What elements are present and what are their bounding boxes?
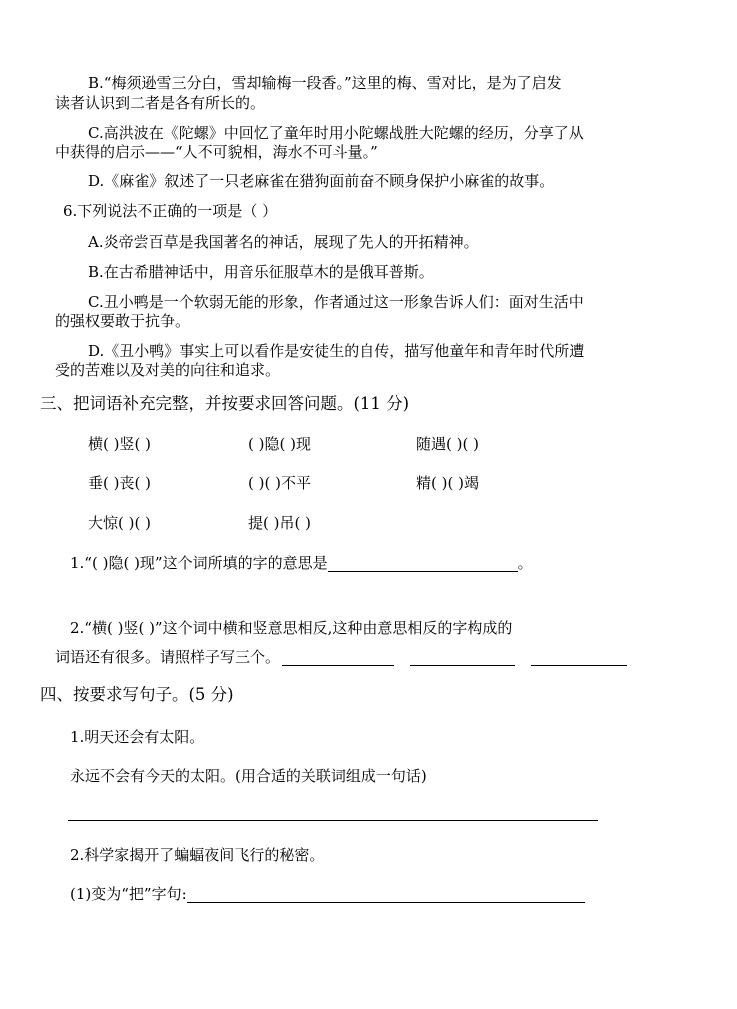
section3-q1-end: 。 — [517, 554, 533, 572]
q6-option-c-line1: C.丑小鸭是一个软弱无能的形象，作者通过这一形象告诉人们：面对生活中 — [88, 293, 584, 311]
q6-option-c-line2: 的强权要敢于抗争。 — [55, 312, 191, 330]
answer-line[interactable] — [68, 820, 598, 821]
fill-blank-3: 随遇( )( ) — [416, 435, 479, 453]
q6-option-d-line2: 受的苦难以及对美的向往和追求。 — [55, 361, 281, 379]
fill-blank-6: 精( )( )竭 — [416, 474, 479, 492]
q6-option-d-line1: D.《丑小鸭》事实上可以看作是安徒生的自传，描写他童年和青年时代所遭 — [88, 342, 585, 360]
answer-blank[interactable] — [282, 649, 394, 666]
answer-blank[interactable] — [328, 555, 518, 572]
answer-blank[interactable] — [410, 649, 515, 666]
section4-q1-line2: 永远不会有今天的太阳。(用合适的关联词组成一句话) — [70, 767, 427, 785]
fill-blank-4: 垂( )丧( ) — [88, 474, 151, 492]
answer-blank[interactable] — [531, 649, 627, 666]
option-b-line2: 读者认识到二者是各有所长的。 — [55, 94, 266, 112]
section4-title: 四、按要求写句子。(5 分) — [40, 685, 234, 704]
section4-q2-sub1 — [70, 885, 585, 903]
section3-q2-line2 — [55, 648, 627, 666]
fill-blank-5: ( )( )不平 — [248, 474, 311, 492]
section4-q2-sub1-text: (1)变为“把”字句: — [70, 885, 187, 903]
section3-q1-text: 1.“( )隐( )现”这个词所填的字的意思是 — [70, 554, 328, 572]
section3-q2-line1: 2.“横( )竖( )”这个词中横和竖意思相反,这种由意思相反的字构成的 — [70, 619, 513, 637]
fill-blank-2: ( )隐( )现 — [248, 435, 311, 453]
option-b-line1: B.“梅须逊雪三分白，雪却输梅一段香。”这里的梅、雪对比，是为了启发 — [88, 74, 562, 92]
section3-title: 三、把词语补充完整，并按要求回答问题。(11 分) — [40, 394, 410, 413]
q6-option-b: B.在古希腊神话中，用音乐征服草木的是俄耳普斯。 — [88, 263, 434, 281]
fill-blank-7: 大惊( )( ) — [88, 514, 151, 532]
section3-q1 — [70, 554, 533, 572]
section3-q2-text: 词语还有很多。请照样子写三个。 — [55, 648, 281, 666]
option-d: D.《麻雀》叙述了一只老麻雀在猎狗面前奋不顾身保护小麻雀的故事。 — [88, 172, 555, 190]
fill-blank-8: 提( )吊( ) — [248, 514, 311, 532]
section4-q1-line1: 1.明天还会有太阳。 — [70, 728, 205, 746]
answer-blank[interactable] — [187, 886, 585, 903]
fill-blank-1: 横( )竖( ) — [88, 435, 151, 453]
q6-stem: 6.下列说法不正确的一项是（ ） — [63, 202, 278, 220]
q6-option-a: A.炎帝尝百草是我国著名的神话，展现了先人的开拓精神。 — [88, 233, 479, 251]
option-c-line2: 中获得的启示——“人不可貌相，海水不可斗量。” — [55, 143, 378, 161]
option-c-line1: C.高洪波在《陀螺》中回忆了童年时用小陀螺战胜大陀螺的经历，分享了从 — [88, 124, 584, 142]
section4-q2-line1: 2.科学家揭开了蝙蝠夜间飞行的秘密。 — [70, 846, 325, 864]
